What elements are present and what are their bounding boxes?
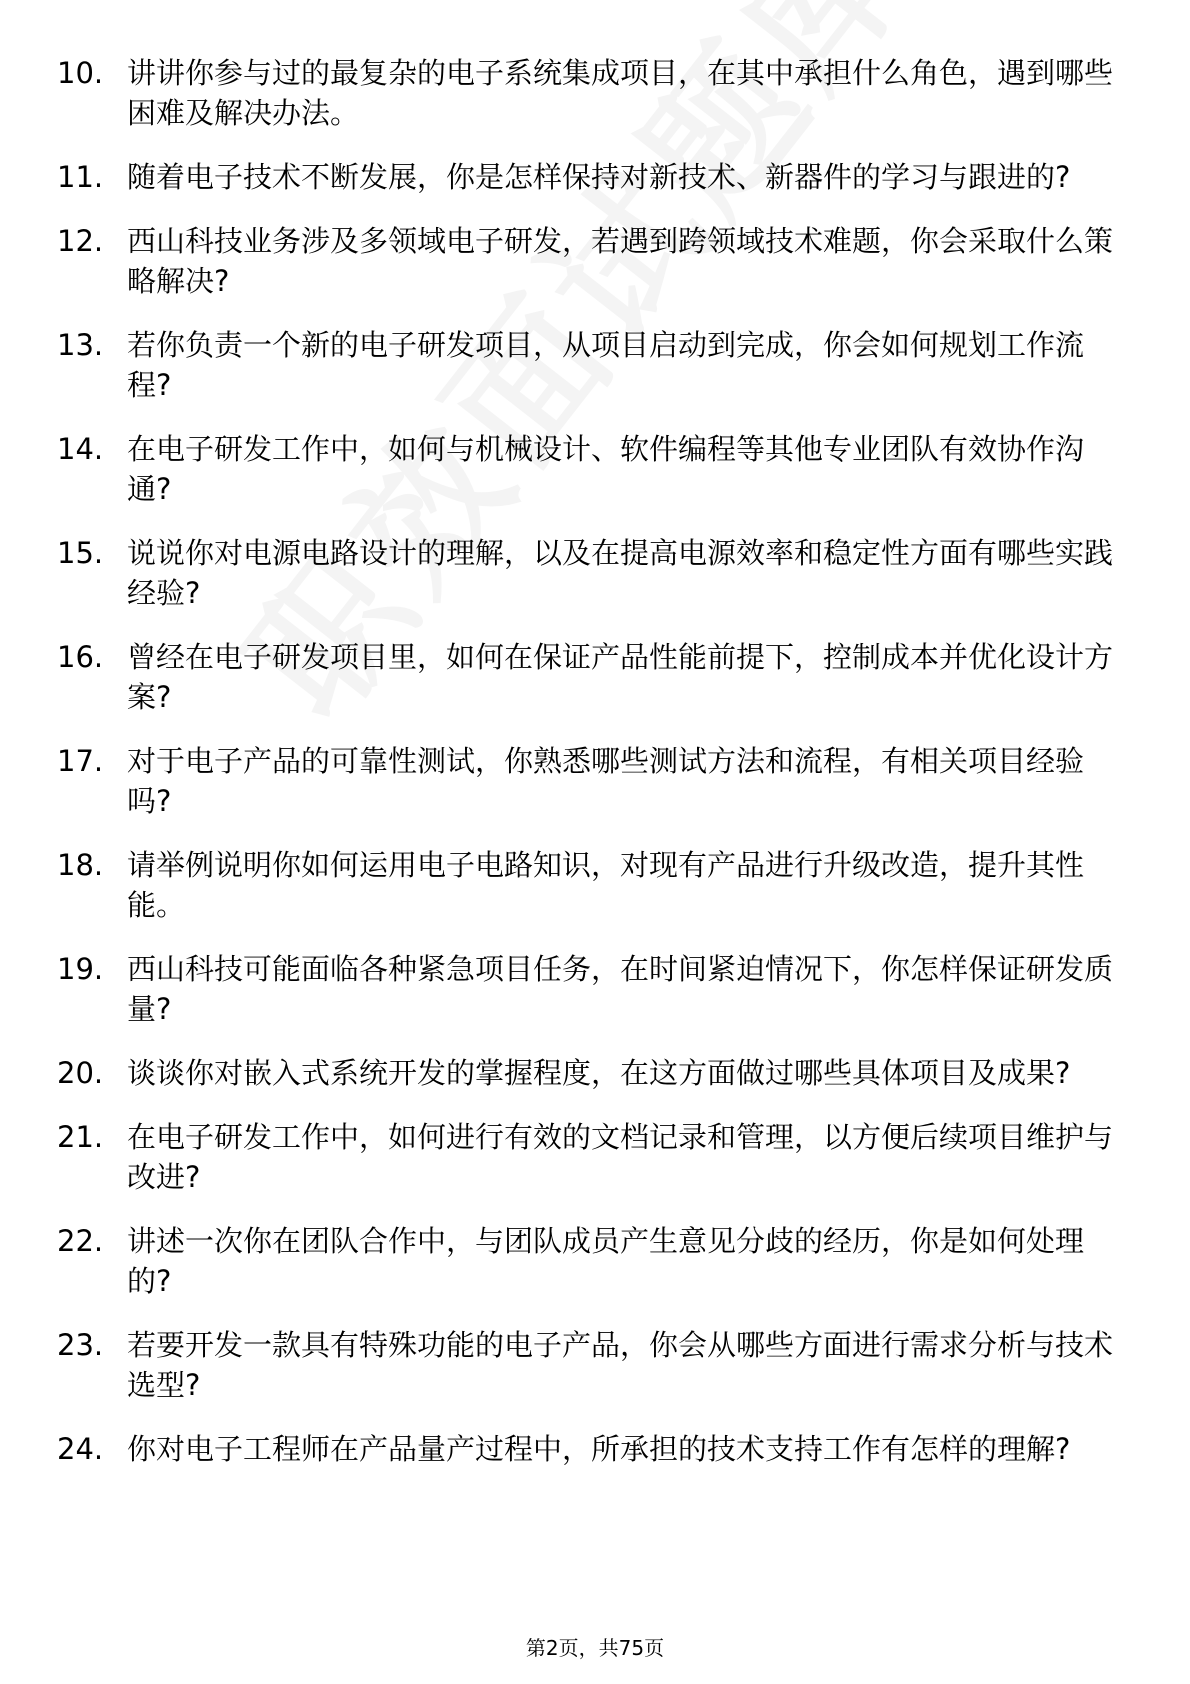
question-number: 23. [57,1328,104,1362]
question-text: 若要开发一款具有特殊功能的电子产品，你会从哪些方面进行需求分析与技术选型? [127,1328,1114,1402]
question-number: 21. [57,1120,104,1154]
question-number: 13. [57,328,104,362]
question-text: 你对电子工程师在产品量产过程中，所承担的技术支持工作有怎样的理解? [127,1432,1071,1466]
question-number: 15. [57,536,104,570]
question-text: 若你负责一个新的电子研发项目，从项目启动到完成，你会如何规划工作流程? [127,328,1085,402]
question-item [57,53,1117,133]
question-number: 24. [57,1432,104,1466]
question-item [57,533,1117,613]
question-item [57,637,1117,717]
question-number: 11. [57,160,104,194]
question-text: 讲讲你参与过的最复杂的电子系统集成项目，在其中承担什么角色，遇到哪些困难及解决办法。 [127,56,1114,130]
question-item [57,429,1117,509]
question-item [57,221,1117,301]
question-text: 请举例说明你如何运用电子电路知识，对现有产品进行升级改造，提升其性能。 [127,848,1085,922]
question-number: 19. [57,952,104,986]
question-item [57,325,1117,405]
question-number: 17. [57,744,104,778]
page-number: 第2页，共75页 [525,1636,665,1660]
question-item [57,1325,1117,1405]
question-item [57,157,1117,197]
question-number: 10. [57,56,104,90]
question-number: 16. [57,640,104,674]
question-text: 说说你对电源电路设计的理解，以及在提高电源效率和稳定性方面有哪些实践经验? [127,536,1114,610]
question-item [57,949,1117,1029]
question-number: 18. [57,848,104,882]
question-item [57,845,1117,925]
question-text: 在电子研发工作中，如何进行有效的文档记录和管理，以方便后续项目维护与改进? [127,1120,1114,1194]
question-text: 在电子研发工作中，如何与机械设计、软件编程等其他专业团队有效协作沟通? [127,432,1085,506]
question-list [57,53,1117,1493]
question-number: 22. [57,1224,104,1258]
question-text: 西山科技可能面临各种紧急项目任务，在时间紧迫情况下，你怎样保证研发质量? [127,952,1114,1026]
question-number: 12. [57,224,104,258]
question-number: 14. [57,432,104,466]
question-item [57,1117,1117,1197]
question-text: 曾经在电子研发项目里，如何在保证产品性能前提下，控制成本并优化设计方案? [127,640,1114,714]
question-number: 20. [57,1056,104,1090]
question-text: 对于电子产品的可靠性测试，你熟悉哪些测试方法和流程，有相关项目经验吗? [127,744,1085,818]
question-text: 西山科技业务涉及多领域电子研发，若遇到跨领域技术难题，你会采取什么策略解决? [127,224,1114,298]
question-item [57,1429,1117,1469]
question-text: 随着电子技术不断发展，你是怎样保持对新技术、新器件的学习与跟进的? [127,160,1071,194]
question-item [57,1053,1117,1093]
question-text: 谈谈你对嵌入式系统开发的掌握程度，在这方面做过哪些具体项目及成果? [127,1056,1071,1090]
question-item [57,1221,1117,1301]
question-text: 讲述一次你在团队合作中，与团队成员产生意见分歧的经历，你是如何处理的? [127,1224,1085,1298]
question-item [57,741,1117,821]
